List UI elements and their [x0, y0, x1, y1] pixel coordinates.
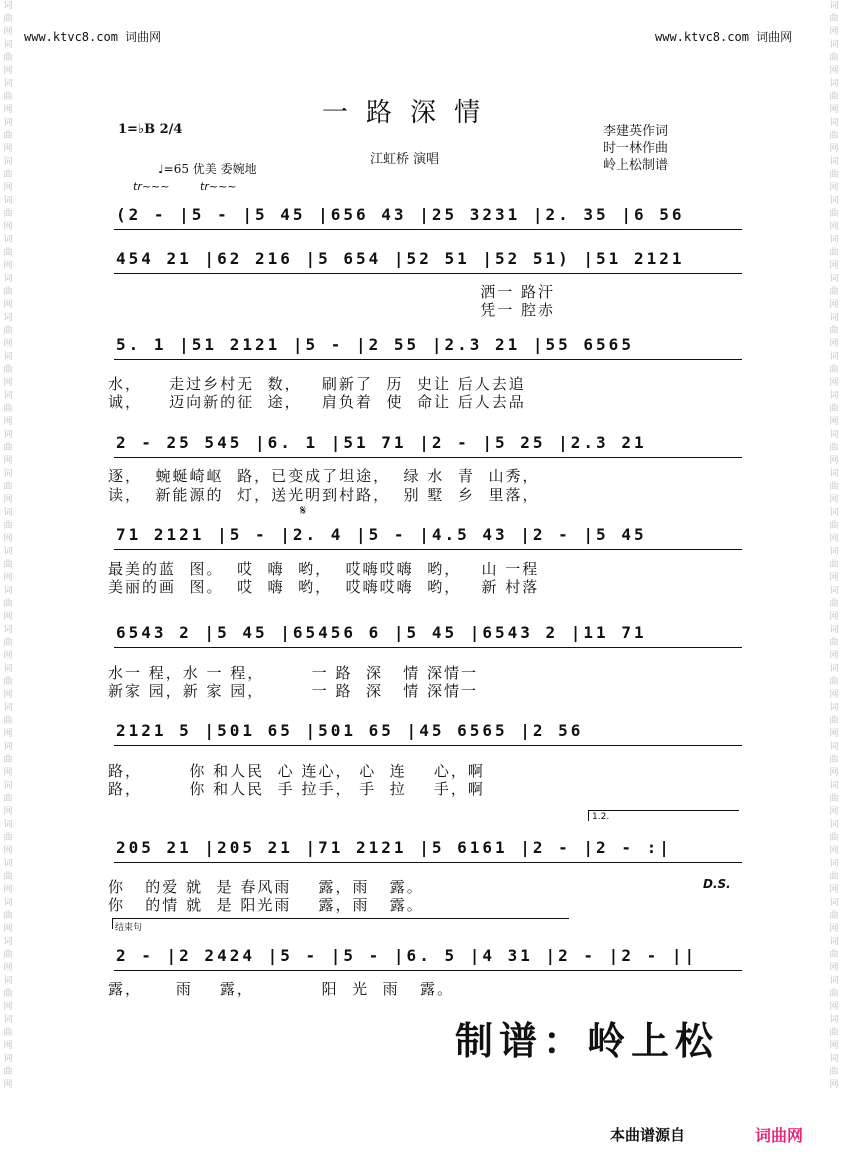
notes-sequence: 6543 2 |5 45 |65456 6 |5 45 |6543 2 |11 71	[116, 623, 647, 642]
score-row	[108, 516, 748, 556]
beam-line	[114, 273, 742, 274]
score-row	[108, 829, 748, 869]
beam-line	[114, 745, 742, 746]
lyric-line: 露， 雨 露， 阳 光 雨 露。	[108, 980, 454, 998]
trill-mark: tr~~~	[133, 180, 170, 193]
score-row	[108, 937, 748, 977]
volta-bracket	[588, 810, 739, 821]
ds-mark: D.S.	[703, 877, 731, 891]
song-title: 一路深情	[322, 98, 499, 128]
credits-block	[603, 123, 668, 174]
notes-sequence: (2 - |5 - |5 45 |656 43 |25 3231 |2. 35 |6 56	[116, 205, 685, 224]
lyricist-credit: 李建英作词	[603, 124, 669, 139]
notes-sequence: 2 - 25 545 |6. 1 |51 71 |2 - |5 25 |2.3 21	[116, 433, 647, 452]
lyric-line: 最美的蓝 图。 哎 嗨 哟， 哎嗨哎嗨 哟， 山 一程	[108, 560, 540, 578]
signature: 制谱：岭上松	[455, 1018, 720, 1063]
score-row	[108, 240, 748, 280]
lyric-line: 你 的爱 就 是 春风雨 露，雨 露。	[108, 878, 424, 896]
trill-mark: tr~~~	[200, 180, 237, 193]
lyric-line: 凭一 腔赤	[108, 301, 556, 319]
notes-sequence: 454 21 |62 216 |5 654 |52 51 |52 51) |51 2121	[116, 249, 685, 268]
notes-sequence: 2121 5 |501 65 |501 65 |45 6565 |2 56	[116, 721, 584, 740]
watermark-right: 词曲网词曲网词曲网词曲网词曲网词曲网词曲网词曲网词曲网词曲网词曲网词曲网词曲网词曲网词曲网词曲网词曲网词曲网词曲网词曲网词曲网词曲网词曲网词曲网词曲网词曲网词曲网词曲网	[829, 1, 839, 1090]
notes-sequence: 205 21 |205 21 |71 2121 |5 6161 |2 - |2 - :|	[116, 838, 672, 857]
beam-line	[114, 647, 742, 648]
notes-sequence: 71 2121 |5 - |2. 4 |5 - |4.5 43 |2 - |5 45	[116, 525, 647, 544]
source-label: 本曲谱源自	[610, 1126, 686, 1144]
beam-line	[114, 457, 742, 458]
site-url-right[interactable]: www.ktvc8.com 词曲网	[655, 30, 793, 44]
lyric-line: 水一 程，水 一 程， 一 路 深 情 深情一	[108, 664, 479, 682]
site-url-left[interactable]: www.ktvc8.com 词曲网	[24, 30, 162, 44]
beam-line	[114, 229, 742, 230]
score-row	[108, 326, 748, 366]
lyric-line: 你 的情 就 是 阳光雨 露，雨 露。	[108, 896, 424, 914]
transcriber-credit: 岭上松制谱	[603, 158, 669, 173]
key-signature: 1=♭B 2/4	[118, 122, 183, 137]
score-row	[108, 712, 748, 752]
lyric-line: 诚， 迈向新的征 途， 肩负着 使 命让 后人去品	[108, 393, 526, 411]
notes-sequence: 2 - |2 2424 |5 - |5 - |6. 5 |4 31 |2 - |2 - ||	[116, 946, 698, 965]
beam-line	[114, 359, 742, 360]
volta-label: 1.2.	[592, 812, 610, 822]
lyric-line: 读， 新能源的 灯，送光明到村路， 别 墅 乡 里落，	[108, 486, 540, 504]
lyric-line: 路， 你 和人民 心 连心， 心 连 心，啊	[108, 762, 485, 780]
brand-link[interactable]: 词曲网	[755, 1126, 804, 1145]
tempo-marking: ♩=65 优美 委婉地	[158, 162, 257, 176]
singer-credit: 江虹桥 演唱	[370, 152, 440, 167]
composer-credit: 时一林作曲	[603, 141, 669, 156]
lyric-line: 美丽的画 图。 哎 嗨 哟， 哎嗨哎嗨 哟， 新 村落	[108, 578, 540, 596]
lyric-line: 水， 走过乡村无 数， 刷新了 历 史让 后人去追	[108, 375, 526, 393]
score-row	[108, 614, 748, 654]
lyric-line: 逐， 蜿蜒崎岖 路，已变成了坦途， 绿 水 青 山秀，	[108, 467, 540, 485]
watermark-left: 词曲网词曲网词曲网词曲网词曲网词曲网词曲网词曲网词曲网词曲网词曲网词曲网词曲网词曲网词曲网词曲网词曲网词曲网词曲网词曲网词曲网词曲网词曲网词曲网词曲网词曲网词曲网词曲网	[3, 1, 13, 1090]
lyric-line: 路， 你 和人民 手 拉手， 手 拉 手，啊	[108, 780, 485, 798]
notes-sequence: 5. 1 |51 2121 |5 - |2 55 |2.3 21 |55 6565	[116, 335, 634, 354]
score-row	[108, 424, 748, 464]
beam-line	[114, 549, 742, 550]
beam-line	[114, 862, 742, 863]
score-row	[108, 196, 748, 236]
lyric-line: 洒一 路汗	[108, 283, 556, 301]
segno-sign: 𝄋	[300, 503, 307, 519]
beam-line	[114, 970, 742, 971]
ending-bracket	[112, 918, 569, 929]
lyric-line: 新家 园，新 家 园， 一 路 深 情 深情一	[108, 682, 479, 700]
ending-label: 结束句	[115, 923, 143, 933]
